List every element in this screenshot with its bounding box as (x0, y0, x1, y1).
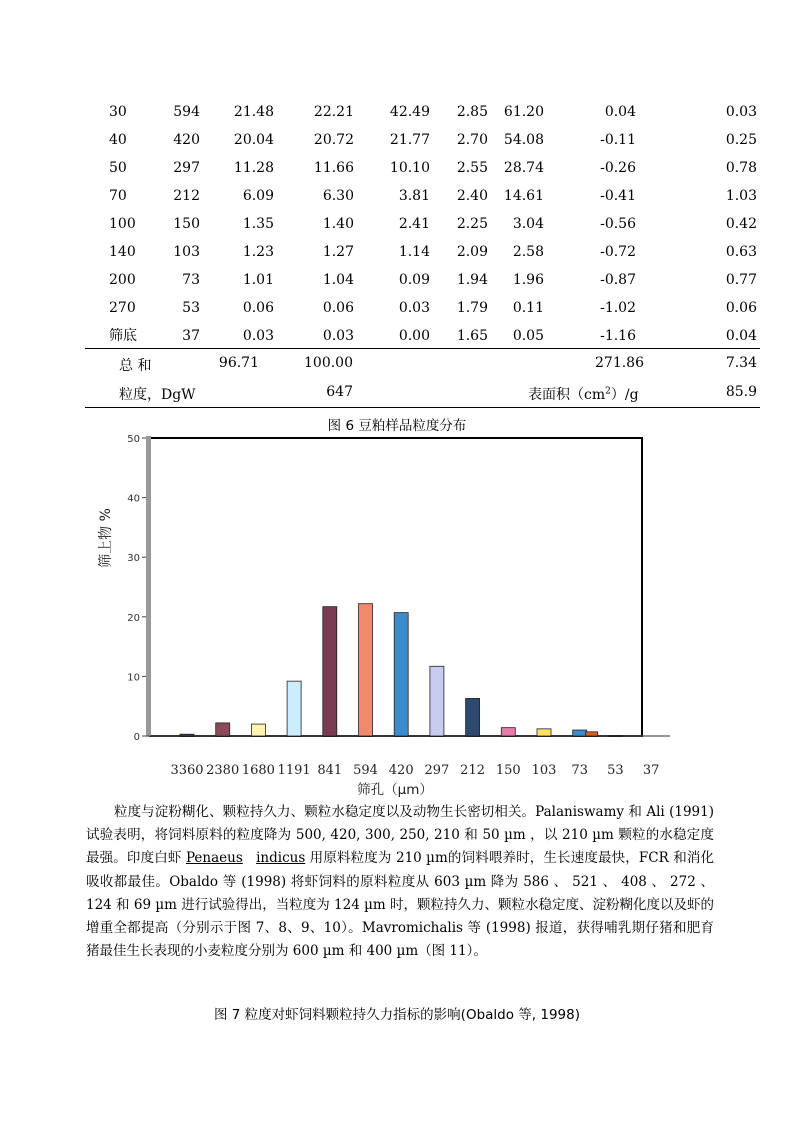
table-cell: -1.02 (600, 300, 636, 316)
table-cell: 0.11 (512, 300, 544, 316)
table-cell: 2.41 (398, 216, 430, 232)
table-cell: 0.06 (322, 300, 354, 316)
area-value: 85.9 (725, 384, 757, 400)
bar-extra (586, 732, 598, 736)
table-cell: -0.56 (600, 216, 636, 232)
figure7-caption: 图 7 粒度对虾饲料颗粒持久力指标的影响(Obaldo 等, 1998) (214, 1007, 580, 1023)
bar (394, 613, 408, 736)
table-cell: 61.20 (503, 104, 544, 120)
table-row (85, 98, 760, 126)
table-row (85, 154, 760, 182)
table-cell: 150 (173, 216, 200, 232)
x-axis-label: 筛孔（μm） (357, 782, 433, 798)
table-cell: 0.06 (242, 300, 274, 316)
x-tick-label: 150 (495, 763, 521, 778)
total-percent-adjusted: 100.00 (304, 355, 353, 371)
table-cell: -0.26 (600, 160, 636, 176)
table-cell: 0.00 (398, 328, 430, 344)
species-name: indicus (256, 850, 306, 867)
x-tick-label: 297 (424, 763, 450, 778)
table-cell: 14.61 (503, 188, 544, 204)
x-tick-label: 1680 (241, 763, 275, 778)
table-cell: 420 (173, 132, 200, 148)
table-cell: 200 (109, 272, 136, 288)
table-cell: 40 (109, 132, 127, 148)
table-rule-bottom (85, 407, 760, 408)
species-genus: Penaeus (185, 850, 243, 867)
table-cell: 2.09 (456, 244, 488, 260)
table-cell: 0.42 (725, 216, 757, 232)
table-row (85, 294, 760, 322)
table-cell: 11.66 (313, 160, 354, 176)
table-cell: 50 (109, 160, 127, 176)
table-cell: -0.11 (600, 132, 636, 148)
table-cell: 0.78 (725, 160, 757, 176)
bar (216, 723, 230, 736)
table-cell: 1.03 (725, 188, 757, 204)
x-tick-label: 73 (571, 763, 588, 778)
x-tick-label: 841 (317, 763, 343, 778)
table-cell: -0.87 (600, 272, 636, 288)
table-cell: 0.03 (242, 328, 274, 344)
total-percent: 96.71 (218, 355, 259, 371)
table-cell: 筛底 (109, 328, 137, 344)
x-tick-label: 103 (531, 763, 557, 778)
x-tick-label: 3360 (170, 763, 204, 778)
table-cell: 10.10 (389, 160, 430, 176)
y-tick-label: 20 (127, 612, 140, 624)
table-cell: 1.14 (398, 244, 430, 260)
table-cell: 1.65 (456, 328, 488, 344)
y-tick-label: 0 (133, 732, 140, 743)
table-cell: 6.09 (242, 188, 274, 204)
table-cell: 1.04 (322, 272, 354, 288)
size-row (85, 384, 760, 406)
table-cell: 2.25 (456, 216, 488, 232)
y-axis-bar (146, 436, 151, 736)
x-tick-label: 1191 (277, 763, 311, 778)
table-cell: 28.74 (503, 160, 544, 176)
y-tick-label: 50 (127, 434, 140, 445)
table-cell: 100 (109, 216, 136, 232)
table-row (85, 182, 760, 210)
table-cell: 0.05 (512, 328, 544, 344)
paragraph-part-2: 用原料粒度为 210 µm的饲料喂养时，生长速度最快，FCR 和消化吸收都最佳。Obaldo 等 (1998) 将虾饲料的原料粒度从 603 µm 降为 586 、 521 、 408 、 272 、 124 和 69 µm 进行试验得出，当粒度为 124 µm 时，颗粒持久力、颗粒水稳定度、淀粉糊化度以及虾的增重全都提高（分别示于图 7、8、9、10）。Mavromichalis 等 (1998) 报道，获得哺乳期仔猪和肥育猪最佳生长表现的小麦粒度分别为 600 µm 和 400 µm（图 11）。 (86, 850, 715, 960)
table-cell: 21.77 (389, 132, 430, 148)
table-cell: 0.77 (725, 272, 757, 288)
bar (501, 728, 515, 736)
table-cell: 0.63 (725, 244, 757, 260)
table-cell: 212 (173, 188, 200, 204)
y-tick-label: 10 (127, 672, 140, 684)
table-row (85, 126, 760, 154)
table-cell: 1.01 (242, 272, 274, 288)
bar (323, 607, 337, 736)
table-cell: 140 (109, 244, 136, 260)
table-cell: 270 (109, 300, 136, 316)
table-cell: 54.08 (503, 132, 544, 148)
table-cell: 21.48 (233, 104, 274, 120)
x-tick-label: 420 (388, 763, 414, 778)
table-row (85, 322, 760, 350)
table-cell: 3.04 (512, 216, 544, 232)
total-last: 7.34 (725, 355, 757, 371)
table-cell: 594 (173, 104, 200, 120)
table-cell: 0.09 (398, 272, 430, 288)
table-cell: 22.21 (313, 104, 354, 120)
table-cell: 2.40 (456, 188, 488, 204)
table-cell: 1.94 (456, 272, 488, 288)
table-cell: 1.96 (512, 272, 544, 288)
table-cell: 0.04 (604, 104, 636, 120)
paragraph-part-1: 粒度与淀粉糊化、颗粒持久力、颗粒水稳定度以及动物生长密切相关。Palaniswamy 和 Ali (1991) 试验表明，将饲料原料的粒度降为 500, 420, 300, 250, 210 和 50 µm ，以 210 µm 颗粒的水稳定度最强。印度白虾 (86, 804, 714, 867)
total-label: 总 和 (119, 358, 152, 374)
table-rule-top (85, 348, 760, 349)
bar (180, 734, 194, 736)
table-cell: 11.28 (233, 160, 274, 176)
table-cell: 37 (182, 328, 200, 344)
table-cell: 1.79 (456, 300, 488, 316)
bar (359, 604, 373, 736)
size-value: 647 (326, 384, 353, 400)
table-cell: 6.30 (322, 188, 354, 204)
table-cell: 2.70 (456, 132, 488, 148)
body-paragraph (86, 801, 714, 963)
table-cell: 0.06 (725, 300, 757, 316)
bar (573, 730, 587, 736)
x-tick-label: 53 (607, 763, 624, 778)
table-cell: 3.81 (398, 188, 430, 204)
bar (537, 729, 551, 736)
total-row (85, 355, 760, 377)
table-cell: 0.04 (725, 328, 757, 344)
table-cell: 0.03 (398, 300, 430, 316)
table-cell: 53 (182, 300, 200, 316)
table-row (85, 266, 760, 294)
table-cell: 2.55 (456, 160, 488, 176)
table-cell: 0.03 (725, 104, 757, 120)
total-area: 271.86 (595, 355, 644, 371)
table-row (85, 210, 760, 238)
table-cell: 70 (109, 188, 127, 204)
bar (466, 698, 480, 736)
size-label: 粒度，DgW (119, 387, 196, 403)
x-tick-label: 594 (353, 763, 378, 778)
y-axis-label: 筛上物 % (98, 508, 114, 568)
table-cell: 1.40 (322, 216, 354, 232)
x-tick-label: 2380 (206, 763, 240, 778)
bar (251, 724, 265, 736)
table-row (85, 238, 760, 266)
table-cell: -1.16 (600, 328, 636, 344)
bar (608, 735, 622, 736)
figure6-caption: 图 6 豆粕样品粒度分布 (327, 418, 467, 434)
table-cell: 42.49 (389, 104, 430, 120)
particle-size-chart (90, 428, 680, 800)
table-cell: 73 (182, 272, 200, 288)
bar (430, 666, 444, 736)
table-cell: 1.27 (322, 244, 354, 260)
table-cell: 0.03 (322, 328, 354, 344)
table-cell: 20.04 (233, 132, 274, 148)
y-tick-label: 40 (127, 493, 140, 505)
y-tick-label: 30 (127, 553, 140, 565)
bar (287, 681, 301, 736)
data-table (85, 98, 760, 350)
table-cell: 0.25 (725, 132, 757, 148)
table-cell: -0.72 (600, 244, 636, 260)
table-cell: -0.41 (600, 188, 636, 204)
table-cell: 297 (173, 160, 200, 176)
table-cell: 103 (173, 244, 200, 260)
table-cell: 1.23 (242, 244, 274, 260)
table-cell: 20.72 (313, 132, 354, 148)
area-label: 表面积$(cm^2)/g$ (528, 386, 639, 403)
x-tick-label: 212 (460, 763, 486, 778)
table-cell: 1.35 (242, 216, 274, 232)
x-tick-label: 37 (642, 763, 660, 778)
table-cell: 2.58 (512, 244, 544, 260)
table-cell: 30 (109, 104, 127, 120)
table-cell: 2.85 (456, 104, 488, 120)
